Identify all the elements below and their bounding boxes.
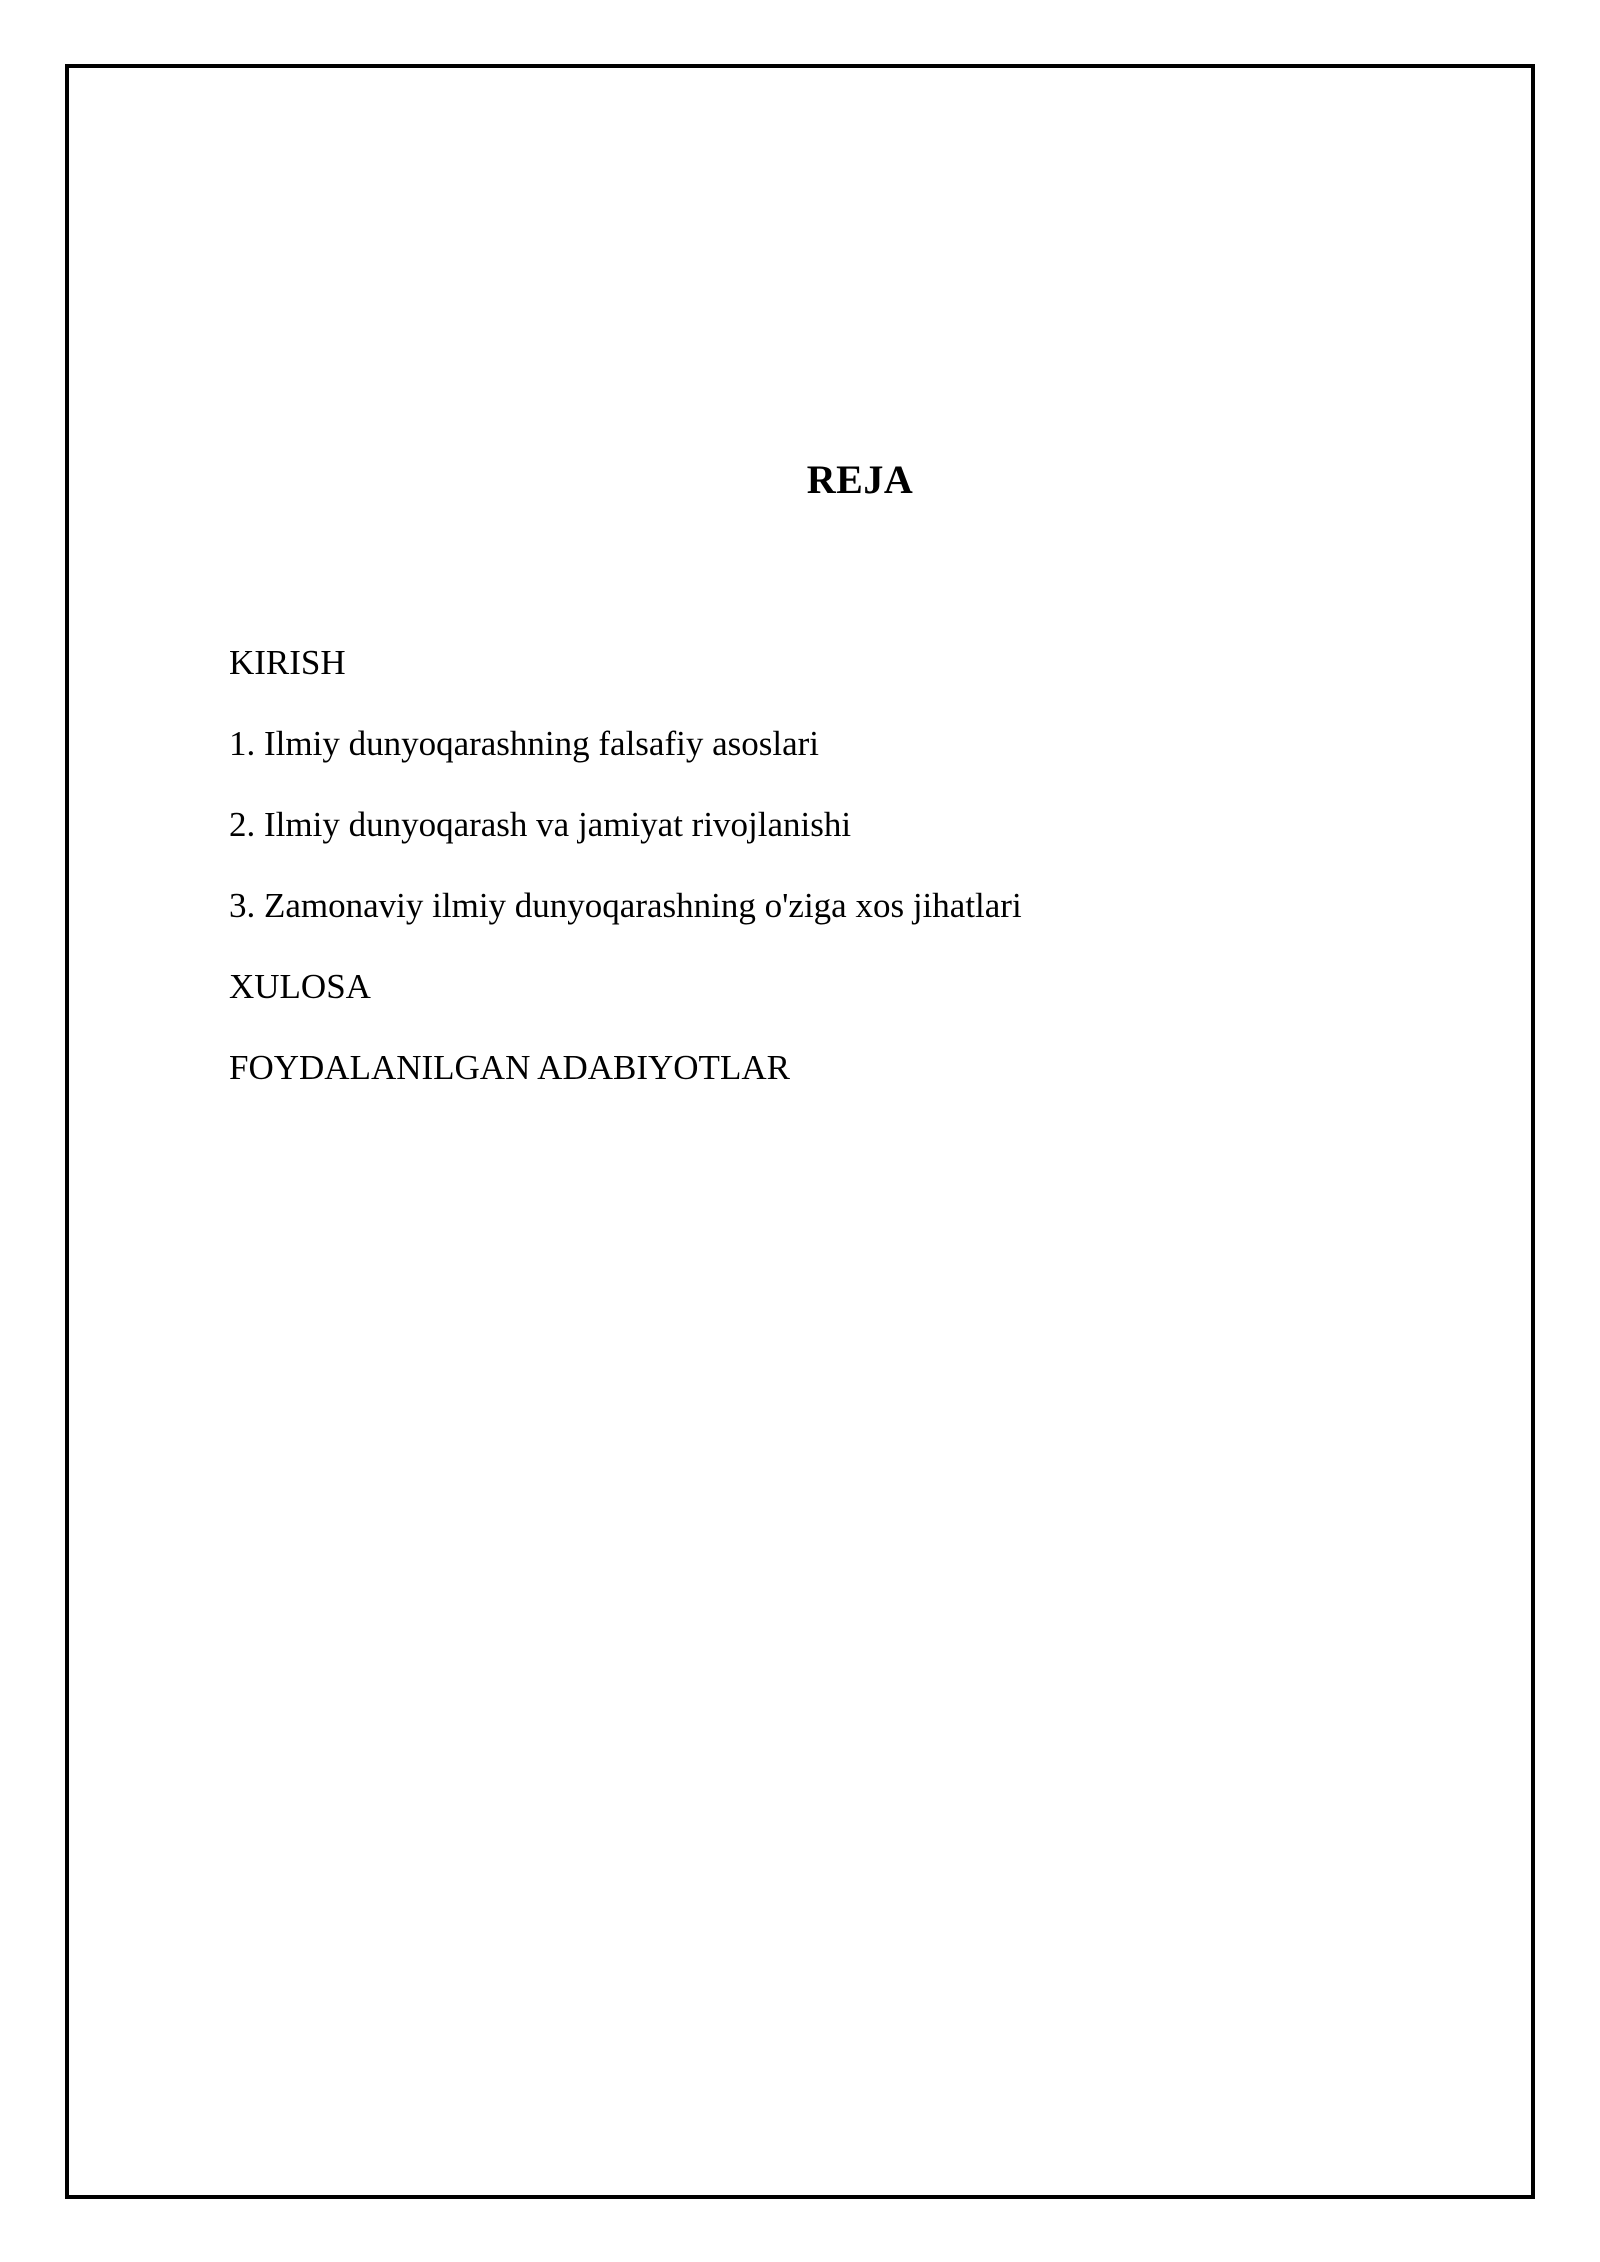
page-title: REJA: [806, 457, 914, 502]
table-of-contents: [229, 640, 1022, 1126]
toc-item-introduction: KIRISH: [229, 643, 346, 682]
toc-item-2: 2. Ilmiy dunyoqarash va jamiyat rivojlanishi: [229, 805, 852, 844]
page-border: [65, 64, 1535, 2199]
toc-item-1: 1. Ilmiy dunyoqarashning falsafiy asoslari: [229, 724, 820, 763]
toc-item-3: 3. Zamonaviy ilmiy dunyoqarashning o'ziga xos jihatlari: [229, 886, 1022, 925]
toc-item-references: FOYDALANILGAN ADABIYOTLAR: [229, 1048, 790, 1087]
toc-item-conclusion: XULOSA: [229, 967, 371, 1006]
